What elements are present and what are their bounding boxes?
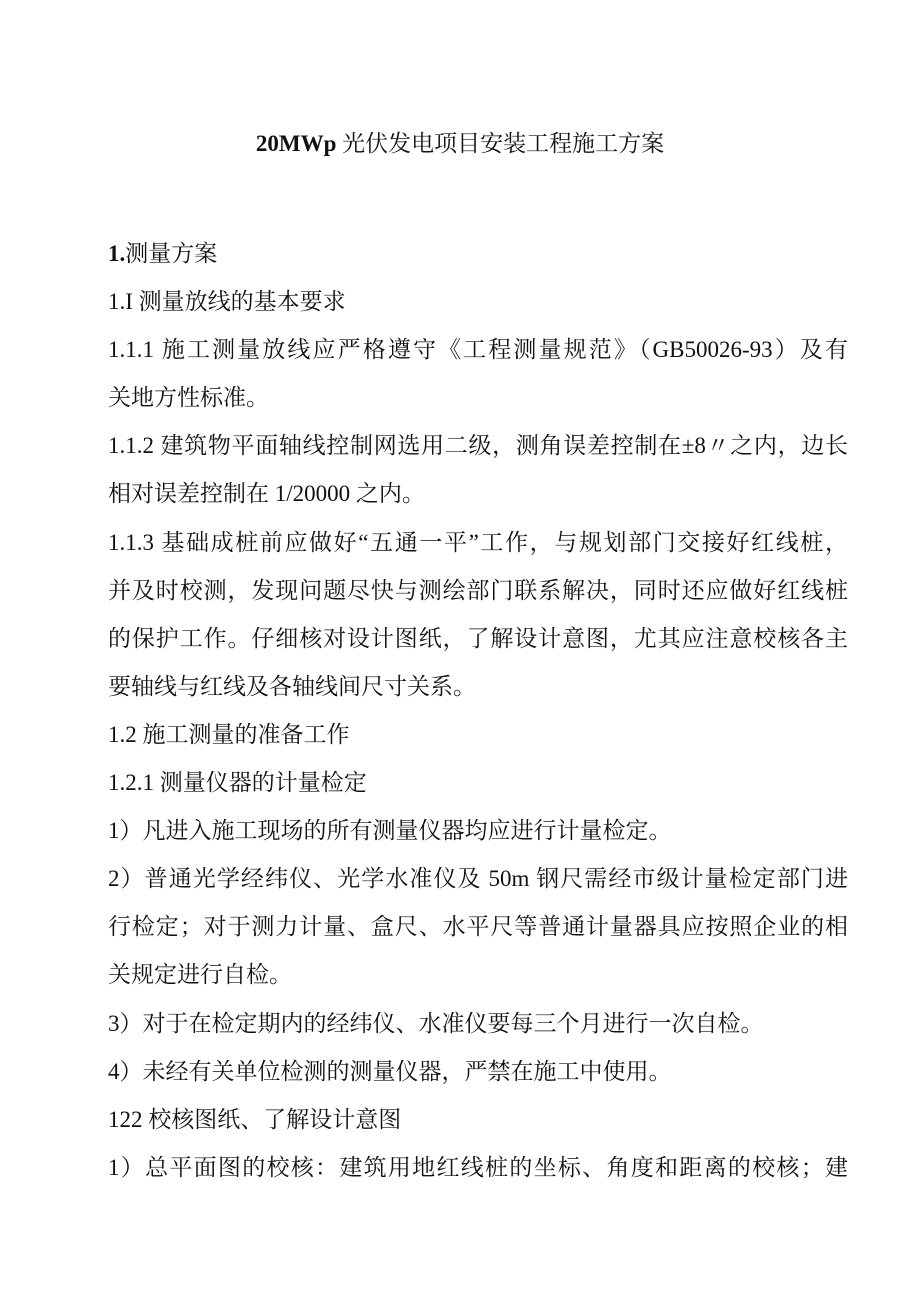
text-line: 关地方性标准。 [108, 385, 269, 411]
text-line: 1.1.1 施工测量放线应严格遵守《工程测量规范》（GB50026-93）及有 [108, 337, 848, 363]
text-line: 行检定；对于测力计量、盒尺、水平尺等普通计量器具应按照企业的相 [108, 914, 848, 940]
text-line: 要轴线与红线及各轴线间尺寸关系。 [108, 673, 476, 699]
text-line: 1.1.3 基础成桩前应做好“五通一平”工作，与规划部门交接好红线桩， [108, 529, 848, 555]
text-line: 1）凡进入施工现场的所有测量仪器均应进行计量检定。 [108, 818, 672, 844]
text-line: 关规定进行自检。 [108, 962, 292, 988]
text-line: 2）普通光学经纬仪、光学水准仪及 50m 钢尺需经市级计量检定部门进 [108, 866, 848, 892]
text-line: 1.2.1 测量仪器的计量检定 [108, 770, 367, 796]
section-number: 1. [108, 241, 126, 266]
document-body [108, 230, 848, 1192]
text-line: 并及时校测，发现问题尽快与测绘部门联系解决，同时还应做好红线桩 [108, 577, 848, 603]
text-line: 1.2 施工测量的准备工作 [108, 721, 350, 747]
title-text: 光伏发电项目安装工程施工方案 [336, 131, 665, 156]
text-line: 3）对于在检定期内的经纬仪、水准仪要每三个月进行一次自检。 [108, 1010, 764, 1036]
text-line: 1）总平面图的校核：建筑用地红线桩的坐标、角度和距离的校核；建 [108, 1154, 848, 1180]
paragraph-lines [108, 278, 848, 1192]
text-line: 122 校核图纸、了解设计意图 [108, 1106, 402, 1132]
text-line: 相对误差控制在 1/20000 之内。 [108, 481, 425, 507]
text-line: 1.1.2 建筑物平面轴线控制网选用二级，测角误差控制在±8〃之内，边长 [108, 433, 848, 459]
title-capacity: 20MWp [255, 131, 337, 156]
page-title [0, 124, 920, 164]
section-title: 测量方案 [125, 241, 218, 266]
text-line: 1.I 测量放线的基本要求 [108, 289, 346, 315]
text-line: 的保护工作。仔细核对设计图纸，了解设计意图，尤其应注意校核各主 [108, 625, 848, 651]
section-heading-1 [108, 230, 848, 278]
text-line: 4）未经有关单位检测的测量仪器，严禁在施工中使用。 [108, 1058, 672, 1084]
